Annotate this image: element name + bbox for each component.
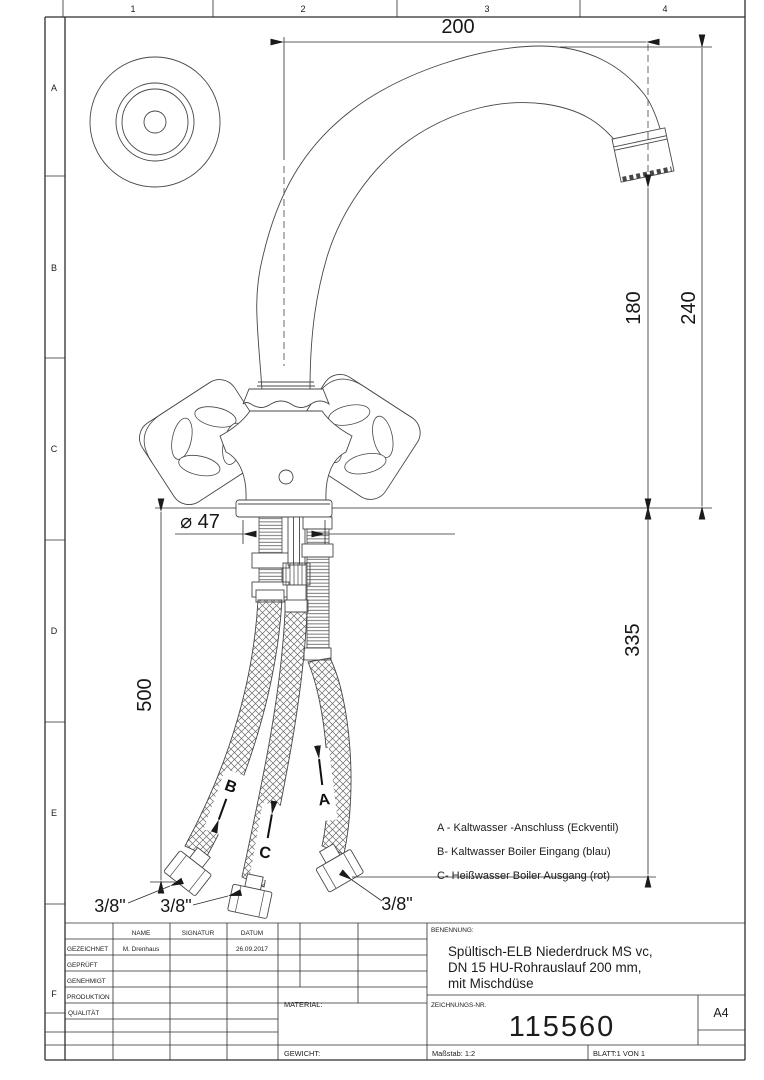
zone-col-4: 4 <box>662 4 668 14</box>
tb-title-line-3: mit Mischdüse <box>448 976 534 991</box>
hose-letter-a: A <box>317 791 331 810</box>
legend-line-c: C- Heißwasser Boiler Ausgang (rot) <box>437 870 611 882</box>
tb-scale: Maßstab: 1:2 <box>432 1049 476 1058</box>
zone-col-1: 1 <box>130 4 136 14</box>
tb-weight-label: GEWICHT: <box>284 1049 321 1058</box>
thread-label-middle: 3/8" <box>160 896 192 916</box>
tb-drawn-by: M. Drenhaus <box>122 946 160 953</box>
zone-column-labels <box>130 4 667 14</box>
tb-row-genehmigt: GENEHMIGT <box>67 978 106 985</box>
tb-benennung-label: BENENNUNG: <box>431 927 474 934</box>
zone-row-e: E <box>50 808 58 818</box>
legend-line-a: A - Kaltwasser -Anschluss (Eckventil) <box>437 822 619 834</box>
thread-label-left: 3/8" <box>94 896 126 916</box>
zone-row-labels <box>51 83 58 999</box>
thread-label-right: 3/8" <box>381 894 413 914</box>
spout <box>257 46 661 390</box>
dim-200-label: 200 <box>441 16 475 38</box>
tb-title-line-1: Spültisch-ELB Niederdruck MS vc, <box>448 944 653 959</box>
base-plate <box>236 500 332 517</box>
dim-500-label: 500 <box>134 678 156 712</box>
hose-letter-c: C <box>257 843 273 863</box>
hose-letter-b: B <box>222 777 239 798</box>
dim-335-label: 335 <box>622 623 644 657</box>
faucet-front-view <box>133 46 712 919</box>
tb-drawn-date: 26.09.2017 <box>236 946 268 953</box>
zone-row-f: F <box>51 989 57 999</box>
tb-row-gezeichnet: GEZEICHNET <box>67 946 109 953</box>
tb-format: A4 <box>713 1006 729 1020</box>
zone-row-a: A <box>50 83 58 93</box>
tb-header-signatur: SIGNATUR <box>181 930 215 937</box>
tb-drawing-nr: 115560 <box>508 1011 616 1043</box>
tb-header-name: NAME <box>131 930 151 937</box>
zone-row-d: D <box>50 626 58 636</box>
legend <box>437 822 619 882</box>
faucet-top-view <box>90 57 220 187</box>
tb-row-qualitaet: QUALITÄT <box>68 1010 100 1017</box>
tb-header-datum: DATUM <box>240 930 264 937</box>
tb-material-label: MATERIAL: <box>284 1000 323 1009</box>
legend-line-b: B- Kaltwasser Boiler Eingang (blau) <box>437 846 611 858</box>
title-block <box>45 923 745 1060</box>
zone-row-c: C <box>50 444 58 454</box>
dim-240-label: 240 <box>678 291 700 325</box>
zone-row-b: B <box>50 263 58 273</box>
faucet-body <box>220 411 352 500</box>
tb-row-geprueft: GEPRÜFT <box>67 962 98 969</box>
zone-col-2: 2 <box>300 4 306 14</box>
tb-title-line-2: DN 15 HU-Rohrauslauf 200 mm, <box>448 960 642 975</box>
zone-col-3: 3 <box>484 4 490 14</box>
tb-row-produktion: PRODUKTION <box>67 994 110 1001</box>
dim-180-label: 180 <box>623 291 645 325</box>
tb-blatt: BLATT:1 VON 1 <box>593 1049 646 1058</box>
tb-drawing-nr-label: ZEICHNUNGS-NR. <box>431 1002 487 1009</box>
dim-dia47-label: ⌀ 47 <box>180 511 220 533</box>
